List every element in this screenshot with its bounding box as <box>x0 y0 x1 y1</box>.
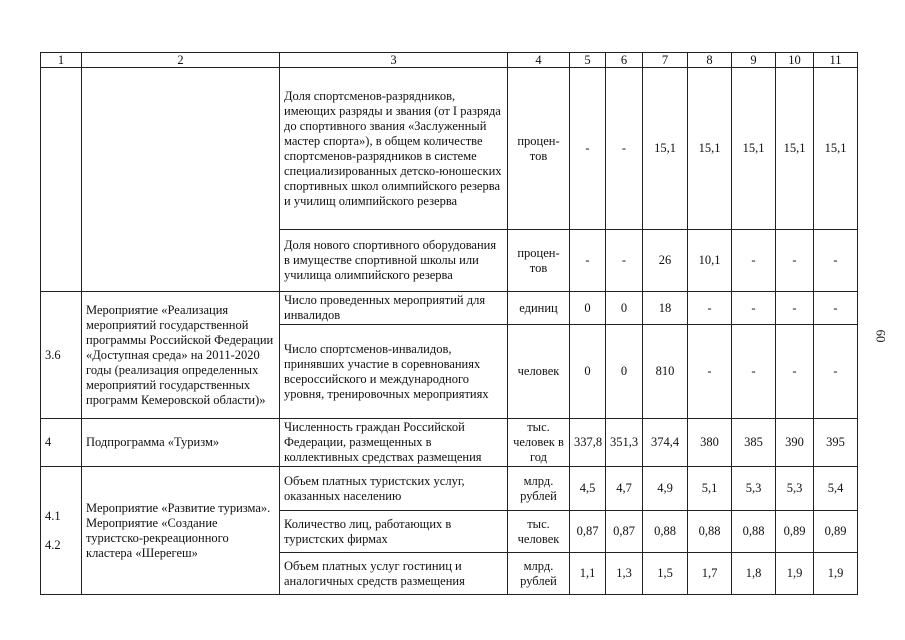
value-cell: 0 <box>570 325 606 419</box>
table-row <box>41 68 858 230</box>
value-cell: 1,5 <box>643 553 688 595</box>
column-header: 3 <box>280 53 508 68</box>
value-cell: 0,88 <box>688 511 732 553</box>
value-cell: - <box>732 292 776 325</box>
value-cell: - <box>776 292 814 325</box>
value-cell: 374,4 <box>643 419 688 467</box>
column-header: 7 <box>643 53 688 68</box>
value-cell: - <box>606 230 643 292</box>
value-cell: 4,7 <box>606 467 643 511</box>
row-number-cell: 4 <box>41 419 82 467</box>
value-cell: 810 <box>643 325 688 419</box>
page-number: 60 <box>873 329 889 343</box>
value-cell: 15,1 <box>732 68 776 230</box>
column-header: 10 <box>776 53 814 68</box>
indicator-cell: Доля спортсменов-разрядников, имеющих разряды и звания (от I разряда до спортивного звания «Заслуженный мастер спорта»), в общем количестве спортсменов-разрядников в системе специализированных детско-юношеских спортивных школ олимпийского резерва и училищ олимпийского резерва <box>280 68 508 230</box>
value-cell: 390 <box>776 419 814 467</box>
table-row <box>41 292 858 325</box>
unit-cell: тыс. человек <box>508 511 570 553</box>
value-cell: 380 <box>688 419 732 467</box>
value-cell: - <box>570 68 606 230</box>
unit-cell: единиц <box>508 292 570 325</box>
indicator-cell: Объем платных услуг гостиниц и аналогичных средств размещения <box>280 553 508 595</box>
indicator-cell: Число проведенных мероприятий для инвалидов <box>280 292 508 325</box>
column-header: 11 <box>814 53 858 68</box>
value-cell: 0,89 <box>814 511 858 553</box>
activity-cell <box>82 68 280 292</box>
value-cell: - <box>776 230 814 292</box>
value-cell: 1,8 <box>732 553 776 595</box>
value-cell: 0,87 <box>570 511 606 553</box>
indicator-cell: Доля нового спортивного оборудования в имуществе спортивной школы или училища олимпийского резерва <box>280 230 508 292</box>
value-cell: - <box>814 230 858 292</box>
unit-cell: тыс. человек в год <box>508 419 570 467</box>
value-cell: 385 <box>732 419 776 467</box>
column-header: 8 <box>688 53 732 68</box>
table-row <box>41 467 858 511</box>
unit-cell: процен-тов <box>508 68 570 230</box>
value-cell: - <box>814 325 858 419</box>
value-cell: 5,3 <box>732 467 776 511</box>
column-header: 6 <box>606 53 643 68</box>
activity-cell: Подпрограмма «Туризм» <box>82 419 280 467</box>
value-cell: 0,87 <box>606 511 643 553</box>
value-cell: 337,8 <box>570 419 606 467</box>
row-number-cell <box>41 467 82 595</box>
value-cell: 0 <box>606 325 643 419</box>
value-cell: 1,7 <box>688 553 732 595</box>
value-cell: 0 <box>606 292 643 325</box>
column-header: 9 <box>732 53 776 68</box>
activity-cell: Мероприятие «Реализация мероприятий государственной программы Российской Федерации «Доступная среда» на 2011-2020 годы (реализация определенных мероприятий государственных программ Кемеровской области)» <box>82 292 280 419</box>
value-cell: 4,5 <box>570 467 606 511</box>
value-cell: 1,9 <box>776 553 814 595</box>
value-cell: - <box>776 325 814 419</box>
value-cell: - <box>732 230 776 292</box>
activity-text: Мероприятие «Создание туристско-рекреационного кластера «Шерегеш» <box>86 515 229 560</box>
value-cell: 0,88 <box>732 511 776 553</box>
value-cell: - <box>688 292 732 325</box>
indicator-cell: Количество лиц, работающих в туристских фирмах <box>280 511 508 553</box>
indicator-cell: Численность граждан Российской Федерации, размещенных в коллективных средствах размещения <box>280 419 508 467</box>
indicator-cell: Объем платных туристских услуг, оказанных населению <box>280 467 508 511</box>
column-header: 2 <box>82 53 280 68</box>
value-cell: - <box>606 68 643 230</box>
row-number: 4.2 <box>45 537 61 552</box>
value-cell: 15,1 <box>776 68 814 230</box>
value-cell: 0 <box>570 292 606 325</box>
column-header: 5 <box>570 53 606 68</box>
row-number-cell: 3.6 <box>41 292 82 419</box>
indicator-cell: Число спортсменов-инвалидов, принявших участие в соревнованиях всероссийского и международного уровня, тренировочных мероприятиях <box>280 325 508 419</box>
value-cell: 1,1 <box>570 553 606 595</box>
value-cell: 1,9 <box>814 553 858 595</box>
value-cell: 5,3 <box>776 467 814 511</box>
value-cell: - <box>688 325 732 419</box>
value-cell: 10,1 <box>688 230 732 292</box>
column-header: 1 <box>41 53 82 68</box>
value-cell: 0,89 <box>776 511 814 553</box>
value-cell: 4,9 <box>643 467 688 511</box>
value-cell: 26 <box>643 230 688 292</box>
value-cell: 18 <box>643 292 688 325</box>
unit-cell: человек <box>508 325 570 419</box>
activity-text: Мероприятие «Развитие туризма». <box>86 500 271 515</box>
value-cell: 395 <box>814 419 858 467</box>
column-header-row <box>41 53 858 68</box>
unit-cell: млрд. рублей <box>508 467 570 511</box>
value-cell: - <box>570 230 606 292</box>
value-cell: - <box>814 292 858 325</box>
indicators-table <box>40 52 858 595</box>
unit-cell: процен-тов <box>508 230 570 292</box>
value-cell: 5,4 <box>814 467 858 511</box>
table-row <box>41 419 858 467</box>
activity-cell <box>82 467 280 595</box>
unit-cell: млрд. рублей <box>508 553 570 595</box>
value-cell: 1,3 <box>606 553 643 595</box>
value-cell: 15,1 <box>643 68 688 230</box>
value-cell: 15,1 <box>688 68 732 230</box>
value-cell: 5,1 <box>688 467 732 511</box>
value-cell: 351,3 <box>606 419 643 467</box>
column-header: 4 <box>508 53 570 68</box>
value-cell: 15,1 <box>814 68 858 230</box>
value-cell: 0,88 <box>643 511 688 553</box>
row-number: 4.1 <box>45 508 61 523</box>
row-number-cell <box>41 68 82 292</box>
value-cell: - <box>732 325 776 419</box>
